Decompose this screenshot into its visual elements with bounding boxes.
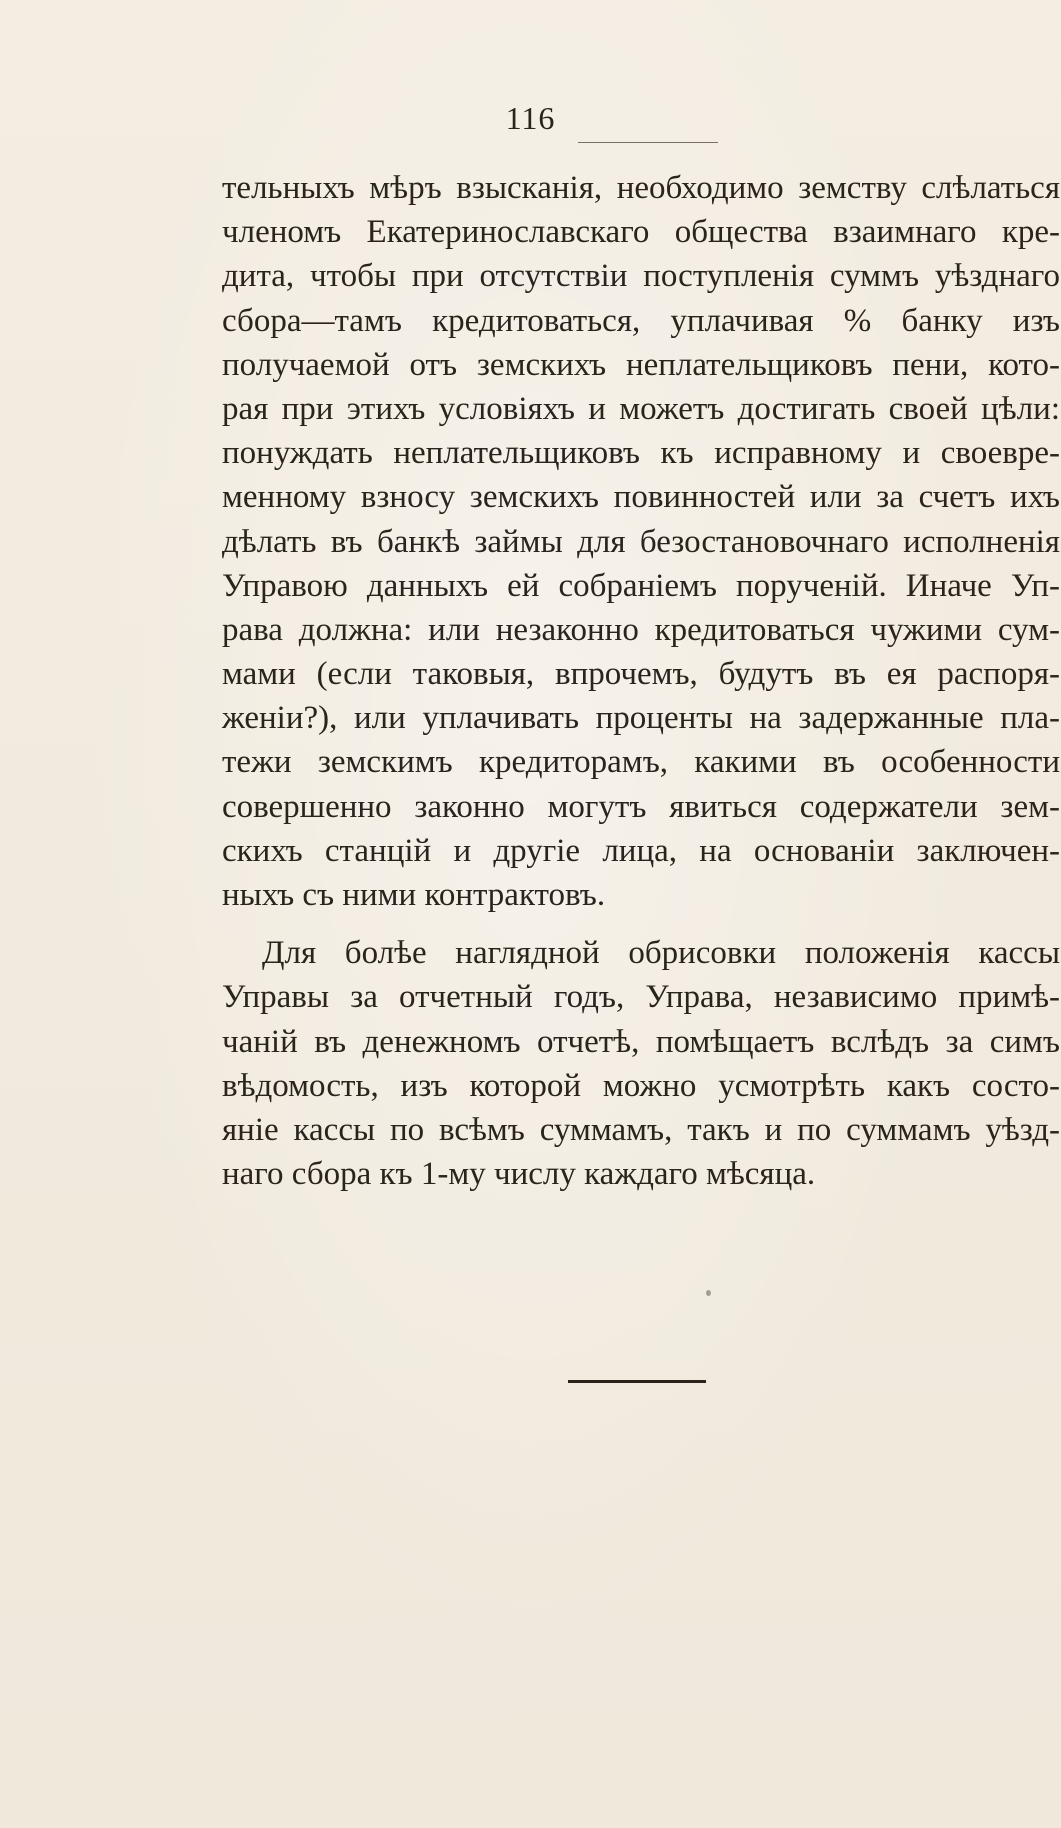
text-line: сбора—тамъ кредитоваться, уплачивая % банку изъ [222, 302, 1060, 339]
paragraph [222, 166, 1060, 917]
text-line: чаній въ денежномъ отчетѣ, помѣщаетъ вслѣдъ за симъ [222, 1023, 1060, 1060]
ink-speck [706, 1290, 711, 1296]
text-line: совершенно законно могутъ явиться содержатели зем- [222, 788, 1060, 825]
text-line: женіи?), или уплачивать проценты на задержанные пла- [222, 700, 1060, 737]
text-line: Управою данныхъ ей собраніемъ порученій. Иначе Уп- [222, 567, 1060, 604]
text-line: членомъ Екатеринославскаго общества взаимнаго кре- [222, 214, 1060, 251]
text-line: менному взносу земскихъ повинностей или за счетъ ихъ [222, 479, 1060, 516]
text-line: Управы за отчетный годъ, Управа, независимо примѣ- [222, 979, 1060, 1016]
body-text [222, 166, 1060, 1196]
text-line: ныхъ съ ними контрактовъ. [222, 877, 606, 913]
text-line: скихъ станцій и другіе лица, на основаніи заключен- [222, 832, 1060, 869]
text-line: рава должна: или незаконно кредитоваться чужими сум- [222, 611, 1060, 648]
text-line: Для болѣе наглядной обрисовки положенія кассы [262, 935, 1060, 972]
header-rule [578, 142, 718, 143]
text-line: получаемой отъ земскихъ неплательщиковъ пени, кото- [222, 346, 1060, 383]
end-of-section-rule [568, 1380, 706, 1383]
paragraph-gap [222, 917, 1060, 931]
text-line: тельныхъ мѣръ взысканія, необходимо земству слѣлаться [222, 170, 1060, 206]
text-line: дита, чтобы при отсутствіи поступленія суммъ уѣзднаго [222, 258, 1060, 295]
page-number: 116 [505, 100, 556, 136]
text-line: понуждать неплательщиковъ къ исправному и своевре- [222, 435, 1060, 472]
text-line: рая при этихъ условіяхъ и можетъ достигать своей цѣли: [222, 390, 1060, 427]
text-line: мами (если таковыя, впрочемъ, будутъ въ ея распоря- [222, 656, 1060, 693]
text-line: дѣлать въ банкѣ займы для безостановочнаго исполненія [222, 523, 1060, 560]
paragraph [222, 931, 1060, 1196]
text-line: яніе кассы по всѣмъ суммамъ, такъ и по суммамъ уѣзд- [222, 1111, 1060, 1148]
text-line: наго сбора къ 1-му числу каждаго мѣсяца. [222, 1156, 816, 1193]
text-line: тежи земскимъ кредиторамъ, какими въ особенности [222, 744, 1060, 781]
text-line: вѣдомость, изъ которой можно усмотрѣть какъ состо- [222, 1067, 1060, 1104]
